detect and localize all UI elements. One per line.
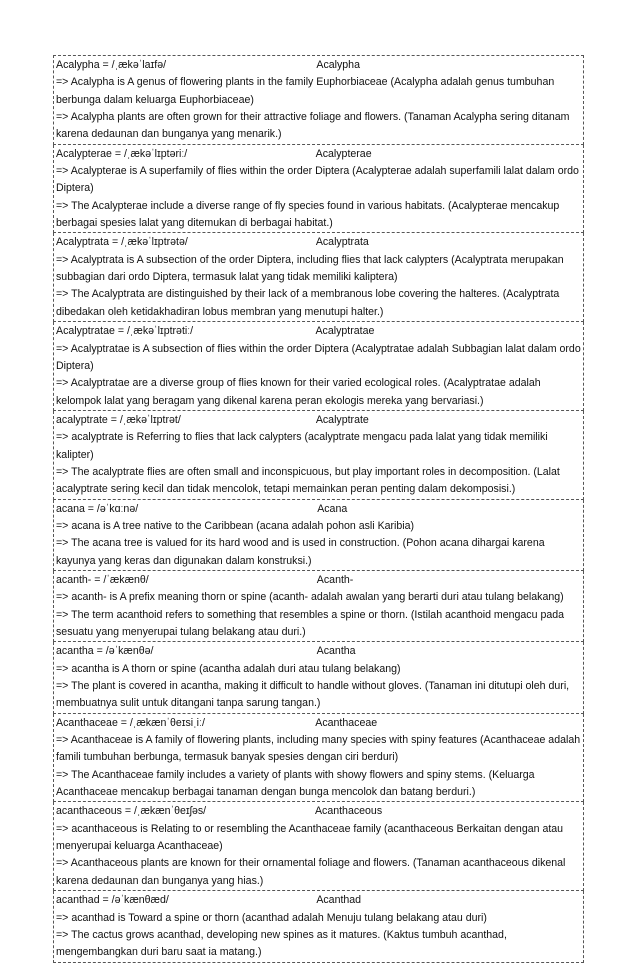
entry-headword: Acantha bbox=[316, 645, 356, 658]
glossary-entry bbox=[53, 891, 584, 962]
glossary-entry bbox=[53, 322, 584, 411]
entry-headword: Acanthaceous bbox=[314, 805, 383, 818]
entry-pronunciation: Acalypha = /ˌækəˈlaɪfə/ bbox=[56, 59, 167, 71]
entry-definition: => Acanthaceae is A family of flowering plants, including many species with spiny features (Acanthaceae adalah famili tumbuhan berbunga, termasuk banyak spesies dengan ciri berduri) bbox=[56, 734, 581, 764]
glossary-entry bbox=[53, 714, 584, 803]
entry-definition: => Acalypha is A genus of flowering plants in the family Euphorbiaceae (Acalypha adalah genus tumbuhan berbunga dalam keluarga Euphorbiaceae) bbox=[56, 76, 555, 106]
glossary-entry bbox=[53, 55, 584, 145]
glossary-entry bbox=[53, 500, 584, 571]
entry-pronunciation: acanthaceous = /ˌækænˈθeɪʃəs/ bbox=[56, 805, 207, 818]
entry-headword: Acanthad bbox=[316, 894, 362, 907]
entry-definition: => acanthad is Toward a spine or thorn (acanthad adalah Menuju tulang belakang atau duri) bbox=[56, 911, 487, 924]
entry-header bbox=[56, 57, 582, 74]
entry-definition: => acanth- is A prefix meaning thorn or spine (acanth- adalah awalan yang berarti duri atau tulang belakang) bbox=[56, 591, 564, 604]
entry-header bbox=[56, 715, 582, 732]
glossary-entry bbox=[53, 802, 584, 891]
entry-example: => The term acanthoid refers to something that resembles a spine or thorn. (Istilah acanthoid mengacu pada sesuatu yang menyerupai tulang belakang atau duri.) bbox=[56, 608, 565, 638]
entry-headword: Acalypha bbox=[316, 59, 360, 71]
entry-example: => Acalyptratae are a diverse group of flies known for their varied ecological roles. (Acalyptratae adalah kelompok lalat yang beragam yang dikenal karena peran ekologis mereka yang bervariasi.) bbox=[56, 377, 541, 407]
entry-example: => The plant is covered in acantha, making it difficult to handle without gloves. (Tanaman ini ditutupi oleh duri, membuatnya sulit untuk ditangani tanpa sarung tangan.) bbox=[56, 680, 570, 710]
entry-headword: Acana bbox=[317, 502, 348, 515]
entry-example: => The acana tree is valued for its hard wood and is used in construction. (Pohon acana dihargai karena kayunya yang keras dan digunakan dalam konstruksi.) bbox=[56, 537, 545, 567]
glossary-entry bbox=[53, 642, 584, 713]
entry-header bbox=[56, 146, 582, 163]
entry-definition: => acanthaceous is Relating to or resembling the Acanthaceae family (acanthaceous Berkaitan dengan atau menyerupai keluarga Acanthaceae) bbox=[56, 822, 564, 853]
entry-pronunciation: Acalyptrata = /ˌækəˈlɪptrətə/ bbox=[56, 236, 188, 249]
entry-pronunciation: acantha = /əˈkænθə/ bbox=[56, 645, 154, 658]
entry-headword: Acalyptrate bbox=[315, 413, 369, 426]
entry-pronunciation: Acalypterae = /ˌækəˈlɪptəriː/ bbox=[56, 147, 188, 160]
entry-headword: Acalypterae bbox=[315, 147, 372, 160]
entry-example: => The Acalypterae include a diverse range of fly species found in various habitats. (Acalypterae mencakup berbagai spesies lalat yang ditemukan di berbagai habitat.) bbox=[56, 199, 560, 230]
entry-headword: Acanthaceae bbox=[315, 716, 378, 729]
entry-definition: => Acalyptrata is A subsection of the order Diptera, including flies that lack calypters (Acalyptrata merupakan subbagian dari ordo Diptera, termasuk lalat yang tidak memiliki kaliptera) bbox=[56, 253, 564, 284]
entry-pronunciation: Acalyptratae = /ˌækəˈlɪptrətiː/ bbox=[56, 325, 194, 338]
entry-pronunciation: acalyptrate = /ˌækəˈlɪptrət/ bbox=[56, 413, 181, 426]
entry-header bbox=[56, 803, 582, 820]
entry-header bbox=[56, 234, 582, 251]
entry-example: => The Acalyptrata are distinguished by their lack of a membranous lobe covering the halteres. (Acalyptrata dibedakan oleh ketidakhadiran lobus membran yang menutupi halter.) bbox=[56, 288, 560, 318]
entry-definition: => acantha is A thorn or spine (acantha adalah duri atau tulang belakang) bbox=[56, 662, 401, 675]
entry-definition: => Acalypterae is A superfamily of flies within the order Diptera (Acalypterae adalah superfamili lalat dalam ordo Diptera) bbox=[56, 165, 579, 195]
glossary-entry bbox=[53, 233, 584, 322]
entry-example: => Acalypha plants are often grown for their attractive foliage and flowers. (Tanaman Acalypha sering ditanam karena dedaunan dan bunganya yang menarik.) bbox=[56, 111, 570, 141]
entry-headword: Acalyptrata bbox=[315, 236, 369, 249]
entry-example: => The Acanthaceae family includes a variety of plants with showy flowers and spiny stems. (Keluarga Acanthaceae mencakup berbagai tanaman dengan bunga mencolok dan batang berduri.) bbox=[56, 768, 535, 799]
entry-header bbox=[56, 501, 582, 518]
entry-header bbox=[56, 643, 582, 660]
glossary-entry bbox=[53, 571, 584, 642]
entry-header bbox=[56, 323, 582, 340]
entry-header bbox=[56, 572, 582, 589]
entry-header bbox=[56, 412, 582, 429]
entry-example: => The cactus grows acanthad, developing new spines as it matures. (Kaktus tumbuh acanthad, mengembangkan duri baru saat ia matang.) bbox=[56, 928, 507, 959]
entry-example: => Acanthaceous plants are known for their ornamental foliage and flowers. (Tanaman acanthaceous dikenal karena dedaunan dan bunganya yang hias.) bbox=[56, 857, 566, 887]
glossary-entry bbox=[53, 411, 584, 500]
entry-pronunciation: acanthad = /əˈkænθæd/ bbox=[56, 894, 169, 907]
entry-headword: Acalyptratae bbox=[315, 325, 375, 338]
entry-pronunciation: acana = /əˈkɑːnə/ bbox=[56, 502, 139, 515]
glossary-document bbox=[53, 55, 584, 963]
entry-pronunciation: Acanthaceae = /ˌækænˈθeɪsiˌiː/ bbox=[56, 716, 205, 729]
entry-definition: => acalyptrate is Referring to flies that lack calypters (acalyptrate mengacu pada lalat yang tidak memiliki kalipter) bbox=[56, 431, 548, 461]
entry-pronunciation: acanth- = /ˈækænθ/ bbox=[56, 573, 149, 586]
glossary-entry bbox=[53, 145, 584, 234]
entry-example: => The acalyptrate flies are often small and inconspicuous, but play important roles in decomposition. (Lalat acalyptrate sering kecil dan tidak mencolok, tetapi memainkan peran penting dalam dekomposisi.) bbox=[56, 465, 560, 496]
entry-definition: => acana is A tree native to the Caribbean (acana adalah pohon asli Karibia) bbox=[56, 519, 415, 532]
entry-headword: Acanth- bbox=[316, 573, 354, 586]
entry-definition: => Acalyptratae is A subsection of flies within the order Diptera (Acalyptratae adalah Subbagian lalat dalam ordo Diptera) bbox=[56, 342, 581, 372]
entry-header bbox=[56, 892, 582, 909]
